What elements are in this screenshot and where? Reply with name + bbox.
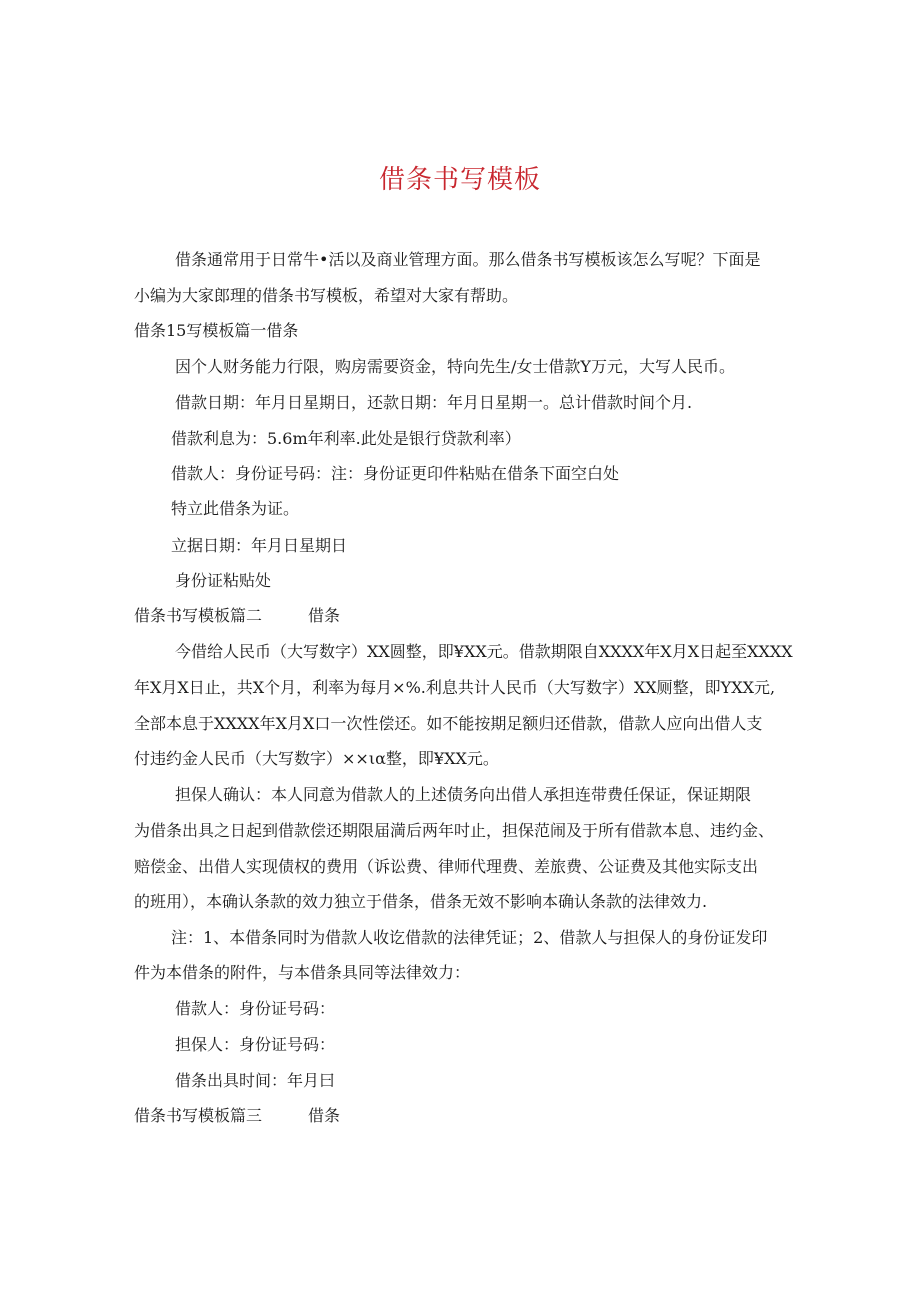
paragraph-line: 年X月X日止，共X个月，利率为每月×%.利息共计人民币（大写数字）XX厕整，即YXX元,: [134, 678, 776, 697]
paragraph-line: 担保人：身份证号码：: [175, 1035, 336, 1054]
paragraph-line: 身份证粘贴处: [175, 571, 272, 590]
paragraph-line: 借条通常用于日常牛•活以及商业管理方面。那么借条书写模板该怎么写呢？下面是: [175, 250, 761, 269]
section-heading: 借条15写模板篇一借条: [134, 321, 299, 340]
paragraph-line: 注：1、本借条同时为借款人收讫借款的法律凭证；2、借款人与担保人的身份证发印: [171, 928, 768, 947]
section-heading-title: 借条书写模板篇二: [134, 606, 263, 625]
section-heading-subtitle: 借条: [308, 1106, 341, 1125]
section-heading: [134, 1105, 340, 1127]
paragraph-line: 赔偿金、出借人实现债权的费用（诉讼费、律师代理费、差旅费、公证费及其他实际支出: [134, 857, 759, 876]
paragraph-line: 特立此借条为证。: [171, 499, 300, 518]
paragraph-line: 借条出具时间：年月曰: [175, 1071, 336, 1090]
paragraph-line: 小编为大家郎理的借条书写模板，希望对大家有帮助。: [134, 286, 519, 305]
paragraph-line: 借款日期：年月日星期日，还款日期：年月日星期一。总计借款时间个月.: [175, 393, 693, 412]
paragraph-line: 因个人财务能力行限，购房需要资金，特向先生/女士借款Y万元，大写人民币。: [175, 357, 735, 376]
section-heading-subtitle: 借条: [308, 606, 341, 625]
paragraph-line: 借款利息为：5.6m年利率.此处是银行贷款利率）: [171, 429, 521, 448]
paragraph-line: 借款人：身份证号码：: [175, 999, 336, 1018]
paragraph-line: 全部本息于XXXX年X月X口一次性偿还。如不能按期足额归还借款，借款人应向出借人支: [134, 714, 763, 733]
paragraph-line: 今借给人民币（大写数字）XX圆整，即¥XX元。借款期限自XXXX年X月X日起至XXXX: [175, 642, 793, 661]
paragraph-line: 付违约金人民币（大写数字）××ια整，即¥XX元。: [134, 749, 499, 768]
section-heading-title: 借条书写模板篇三: [134, 1106, 263, 1125]
paragraph-line: 担保人确认：本人同意为借款人的上述债务向出借人承担连带费任保证，保证期限: [175, 785, 752, 804]
paragraph-line: 立据日期：年月日星期日: [171, 536, 348, 555]
paragraph-line: 借款人：身份证号码：注：身份证更印件粘贴在借条下面空白处: [171, 464, 620, 483]
page-title: 借条书写模板: [378, 165, 541, 195]
paragraph-line: 为借条出具之日起到借款偿还期限届満后两年吋止，担保范闹及于所有借款本息、违约金、: [134, 821, 775, 840]
section-heading: [134, 605, 340, 627]
paragraph-line: 的班用），本确认条款的效力独立于借条，借条无效不影响本确认条款的法律效力.: [134, 892, 708, 911]
paragraph-line: 件为本借条的附件，与本借条具同等法律效力：: [134, 963, 471, 982]
